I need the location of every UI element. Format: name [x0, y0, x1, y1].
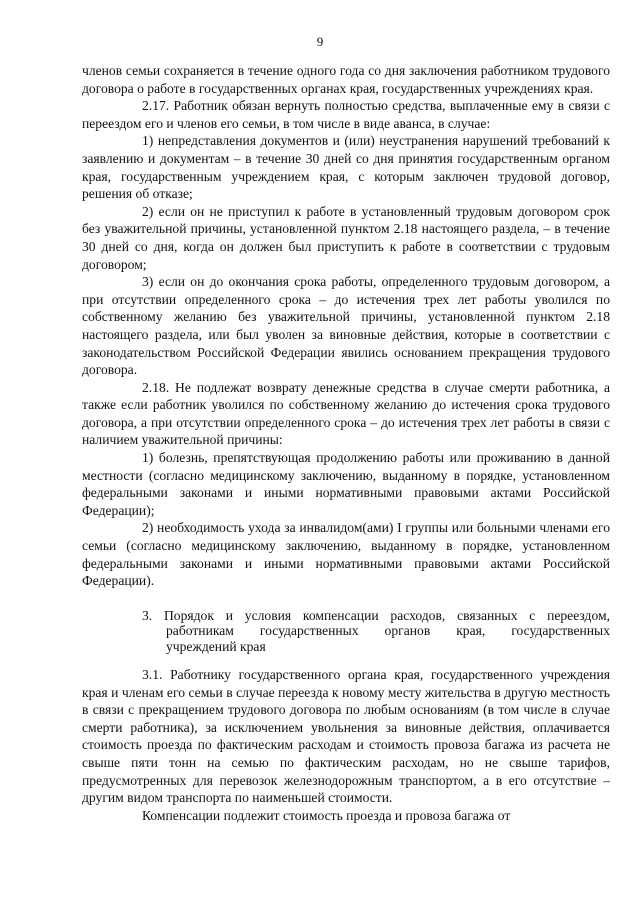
section-heading-line-2: работникам государственных органов края, государственных: [166, 623, 610, 639]
paragraph-3-1: 3.1. Работнику государственного органа края, государственного учреждения края и членам его семьи в случае переезда к новому месту жительства в другую местность в связи с прекращением трудового договора по любым основаниям (в том числе в случае смерти работника), за исключением увольнения за виновные действия, оплачивается стоимость проезда по фактическим расходам и стоимость провоза багажа из расчета не свыше пяти тонн на семью по фактическим расходам, но не свыше тарифов, предусмотренных для перевозок железнодорожным транспортом, а в его отсутствие – другим видом транспорта по наименьшей стоимости.: [82, 667, 610, 806]
paragraph-continuation: членов семьи сохраняется в течение одного года со дня заключения работником трудового договора о работе в государственных органах края, государственных учреждениях края.: [82, 63, 610, 96]
section-heading-3: [82, 608, 610, 654]
list-item-2-17-3: 3) если он до окончания срока работы, определенного трудовым договором, а при отсутствии определенного срока – до истечения трех лет работы уволился по собственному желанию без уважительной причины, установленной пунктом 2.18 настоящего раздела, или был уволен за виновные действия, которые в соответствии с законодательством Российской Федерации явились основанием прекращения трудового договора.: [82, 274, 610, 378]
list-item-2-18-2: 2) необходимость ухода за инвалидом(ами) I группы или больными членами его семьи (согласно медицинскому заключению, выданному в порядке, установленном федеральными законами и иными нормативными правовыми актами Российской Федерации).: [82, 520, 610, 589]
document-body: [82, 62, 610, 824]
section-heading-line-3: учреждений края: [166, 638, 266, 654]
list-item-2-18-1: 1) болезнь, препятствующая продолжению работы или проживанию в данной местности (согласно медицинскому заключению, выданному в порядке, установленном федеральными законами и иными нормативными правовыми актами Российской Федерации);: [82, 450, 610, 518]
paragraph-2-17: 2.17. Работник обязан вернуть полностью средства, выплаченные ему в связи с переездом его и членов его семьи, в том числе в виде аванса, в случае:: [82, 98, 610, 131]
page-number: 9: [316, 34, 324, 49]
section-heading-line-1: 3. Порядок и условия компенсации расходов, связанных с переездом,: [142, 607, 610, 623]
list-item-2-17-1: 1) непредставления документов и (или) неустранения нарушений требований к заявлению и документам – в течение 30 дней со дня принятия государственным органом края, государственным учреждением края, с которым заключен трудовой договор, решения об отказе;: [82, 133, 610, 202]
paragraph-2-18: 2.18. Не подлежат возврату денежные средства в случае смерти работника, а также если работник уволился по собственному желанию до истечения срока трудового договора, а при отсутствии определенного срока – до истечения трех лет работы в связи с наличием уважительной причины:: [82, 379, 610, 448]
list-item-2-17-2: 2) если он не приступил к работе в установленный трудовым договором срок без уважительной причины, установленной пунктом 2.18 настоящего раздела, – в течение 30 дней со дня, когда он должен был приступить к работе в соответствии с трудовым договором;: [82, 203, 610, 272]
paragraph-compensation: Компенсации подлежит стоимость проезда и провоза багажа от: [142, 807, 511, 823]
